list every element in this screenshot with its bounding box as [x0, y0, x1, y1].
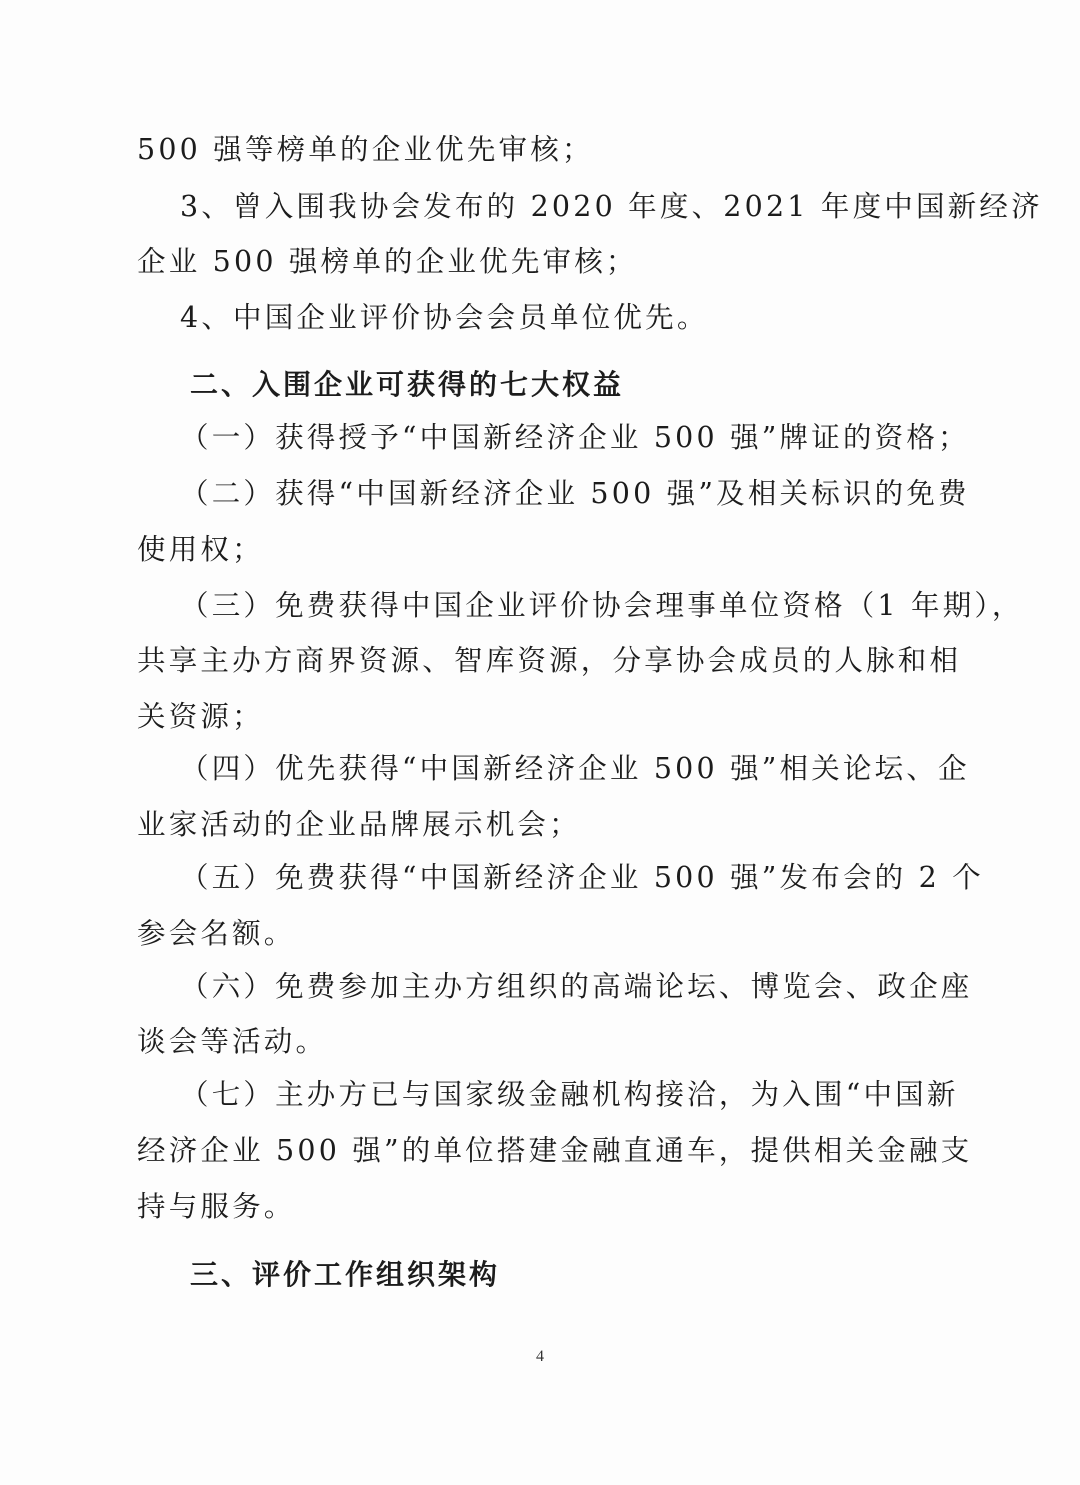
- text-line: 持与服务。: [137, 1190, 296, 1223]
- text-line: 关资源；: [137, 700, 264, 733]
- text-line: 经济企业 500 强”的单位搭建金融直通车，提供相关金融支: [137, 1134, 973, 1167]
- text-line: 3、曾入围我协会发布的 2020 年度、2021 年度中国新经济: [180, 190, 1043, 223]
- text-line: （五）免费获得“中国新经济企业 500 强”发布会的 2 个: [180, 861, 984, 894]
- text-line: 参会名额。: [137, 917, 296, 950]
- text-line: 谈会等活动。: [137, 1025, 328, 1058]
- text-line: （一）获得授予“中国新经济企业 500 强”牌证的资格；: [180, 421, 970, 454]
- text-line: （二）获得“中国新经济企业 500 强”及相关标识的免费: [180, 477, 970, 510]
- text-line: （六）免费参加主办方组织的高端论坛、博览会、政企座: [180, 970, 973, 1003]
- text-line: 使用权；: [137, 533, 264, 566]
- text-line: 企业 500 强榜单的企业优先审核；: [137, 245, 638, 278]
- text-line: （四）优先获得“中国新经济企业 500 强”相关论坛、企: [180, 752, 970, 785]
- text-line: 500 强等榜单的企业优先审核；: [137, 133, 594, 166]
- text-line: （七）主办方已与国家级金融机构接洽，为入围“中国新: [180, 1078, 959, 1111]
- page-number: 4: [536, 1348, 544, 1365]
- text-line: 4、中国企业评价协会会员单位优先。: [180, 301, 709, 334]
- text-line: 共享主办方商界资源、智库资源，分享协会成员的人脉和相: [137, 644, 962, 677]
- text-line: 业家活动的企业品牌展示机会；: [137, 808, 581, 841]
- section-heading: 二、入围企业可获得的七大权益: [190, 368, 625, 401]
- text-line: （三）免费获得中国企业评价协会理事单位资格（1 年期），: [180, 589, 1024, 622]
- section-heading: 三、评价工作组织架构: [190, 1258, 501, 1291]
